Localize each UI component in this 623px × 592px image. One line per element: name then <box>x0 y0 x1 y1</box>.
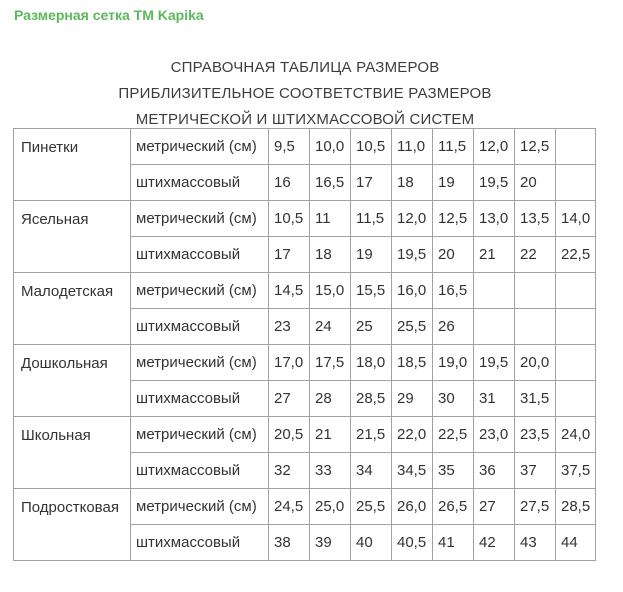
size-value-cell: 25,5 <box>351 489 392 525</box>
size-value-cell: 26 <box>433 309 474 345</box>
title-line-2: ПРИБЛИЗИТЕЛЬНОЕ СООТВЕТСТВИЕ РАЗМЕРОВ <box>118 85 492 102</box>
size-value-cell: 22,5 <box>433 417 474 453</box>
size-value-cell: 22 <box>515 237 556 273</box>
size-value-cell: 11,5 <box>351 201 392 237</box>
size-table-body <box>14 129 596 561</box>
table-row <box>14 345 596 381</box>
size-value-cell: 9,5 <box>269 129 310 165</box>
size-value-cell: 31,5 <box>515 381 556 417</box>
size-value-cell: 27 <box>269 381 310 417</box>
title-line-3: МЕТРИЧЕСКОЙ И ШТИХМАССОВОЙ СИСТЕМ <box>135 111 475 128</box>
size-value-cell <box>556 165 596 201</box>
size-value-cell: 35 <box>433 453 474 489</box>
size-value-cell: 17 <box>269 237 310 273</box>
size-value-cell: 30 <box>433 381 474 417</box>
size-value-cell: 19,0 <box>433 345 474 381</box>
size-system-cell: метрический (см) <box>131 489 269 525</box>
size-value-cell: 28,5 <box>556 489 596 525</box>
table-row <box>14 201 596 237</box>
title-line-1: СПРАВОЧНАЯ ТАБЛИЦА РАЗМЕРОВ <box>170 59 440 76</box>
size-value-cell: 12,5 <box>433 201 474 237</box>
size-value-cell: 17,5 <box>310 345 351 381</box>
size-value-cell: 10,5 <box>351 129 392 165</box>
size-value-cell: 20,5 <box>269 417 310 453</box>
size-value-cell: 36 <box>474 453 515 489</box>
size-value-cell: 15,0 <box>310 273 351 309</box>
size-value-cell: 20,0 <box>515 345 556 381</box>
size-value-cell: 31 <box>474 381 515 417</box>
size-system-cell: штихмассовый <box>131 453 269 489</box>
size-value-cell: 44 <box>556 525 596 561</box>
size-value-cell: 29 <box>392 381 433 417</box>
size-system-cell: метрический (см) <box>131 129 269 165</box>
size-value-cell: 12,0 <box>474 129 515 165</box>
size-value-cell: 22,0 <box>392 417 433 453</box>
size-system-cell: метрический (см) <box>131 417 269 453</box>
size-system-cell: метрический (см) <box>131 273 269 309</box>
size-system-cell: штихмассовый <box>131 381 269 417</box>
size-value-cell: 20 <box>515 165 556 201</box>
size-value-cell: 12,0 <box>392 201 433 237</box>
size-value-cell: 21 <box>474 237 515 273</box>
size-value-cell: 11,5 <box>433 129 474 165</box>
size-value-cell: 28,5 <box>351 381 392 417</box>
size-value-cell: 34,5 <box>392 453 433 489</box>
table-title <box>0 55 610 133</box>
size-value-cell: 43 <box>515 525 556 561</box>
table-row <box>14 417 596 453</box>
table-row <box>14 489 596 525</box>
size-value-cell: 27,5 <box>515 489 556 525</box>
size-value-cell: 15,5 <box>351 273 392 309</box>
age-group-cell: Подростковая <box>14 489 131 561</box>
size-value-cell: 17 <box>351 165 392 201</box>
size-value-cell: 24,5 <box>269 489 310 525</box>
size-value-cell: 13,0 <box>474 201 515 237</box>
size-value-cell: 19 <box>351 237 392 273</box>
size-value-cell: 13,5 <box>515 201 556 237</box>
size-value-cell <box>474 309 515 345</box>
size-value-cell: 16 <box>269 165 310 201</box>
size-value-cell <box>515 273 556 309</box>
size-value-cell: 23,0 <box>474 417 515 453</box>
size-value-cell: 14,5 <box>269 273 310 309</box>
size-value-cell: 41 <box>433 525 474 561</box>
size-value-cell: 16,5 <box>433 273 474 309</box>
size-system-cell: метрический (см) <box>131 201 269 237</box>
size-value-cell: 18,0 <box>351 345 392 381</box>
size-value-cell: 19,5 <box>474 165 515 201</box>
size-value-cell: 21,5 <box>351 417 392 453</box>
size-value-cell <box>474 273 515 309</box>
age-group-cell: Пинетки <box>14 129 131 201</box>
size-value-cell: 23 <box>269 309 310 345</box>
size-value-cell: 33 <box>310 453 351 489</box>
size-value-cell <box>556 273 596 309</box>
size-value-cell <box>556 309 596 345</box>
size-system-cell: штихмассовый <box>131 309 269 345</box>
size-value-cell: 25 <box>351 309 392 345</box>
size-value-cell: 19,5 <box>392 237 433 273</box>
size-value-cell: 19 <box>433 165 474 201</box>
size-value-cell: 34 <box>351 453 392 489</box>
size-value-cell: 16,0 <box>392 273 433 309</box>
size-value-cell: 40 <box>351 525 392 561</box>
size-value-cell: 10,0 <box>310 129 351 165</box>
size-value-cell: 22,5 <box>556 237 596 273</box>
size-value-cell: 25,0 <box>310 489 351 525</box>
size-value-cell: 32 <box>269 453 310 489</box>
size-value-cell <box>556 381 596 417</box>
age-group-cell: Дошкольная <box>14 345 131 417</box>
size-system-cell: штихмассовый <box>131 525 269 561</box>
table-row <box>14 129 596 165</box>
size-system-cell: штихмассовый <box>131 165 269 201</box>
page-heading: Размерная сетка ТМ Kapika <box>14 7 204 23</box>
size-value-cell: 38 <box>269 525 310 561</box>
size-value-cell: 11 <box>310 201 351 237</box>
size-value-cell: 18 <box>310 237 351 273</box>
age-group-cell: Ясельная <box>14 201 131 273</box>
size-value-cell: 11,0 <box>392 129 433 165</box>
size-value-cell <box>556 129 596 165</box>
size-value-cell: 42 <box>474 525 515 561</box>
age-group-cell: Малодетская <box>14 273 131 345</box>
size-value-cell: 25,5 <box>392 309 433 345</box>
size-value-cell: 14,0 <box>556 201 596 237</box>
size-value-cell: 24 <box>310 309 351 345</box>
size-value-cell: 26,0 <box>392 489 433 525</box>
size-value-cell: 16,5 <box>310 165 351 201</box>
size-system-cell: метрический (см) <box>131 345 269 381</box>
size-value-cell: 18 <box>392 165 433 201</box>
size-value-cell: 24,0 <box>556 417 596 453</box>
size-value-cell: 20 <box>433 237 474 273</box>
size-value-cell: 17,0 <box>269 345 310 381</box>
size-value-cell <box>515 309 556 345</box>
size-value-cell: 23,5 <box>515 417 556 453</box>
size-value-cell: 18,5 <box>392 345 433 381</box>
size-table <box>13 128 596 561</box>
size-value-cell: 26,5 <box>433 489 474 525</box>
size-value-cell: 28 <box>310 381 351 417</box>
age-group-cell: Школьная <box>14 417 131 489</box>
size-value-cell: 21 <box>310 417 351 453</box>
size-value-cell: 37,5 <box>556 453 596 489</box>
size-value-cell <box>556 345 596 381</box>
size-value-cell: 40,5 <box>392 525 433 561</box>
table-row <box>14 273 596 309</box>
size-value-cell: 39 <box>310 525 351 561</box>
size-value-cell: 27 <box>474 489 515 525</box>
size-value-cell: 37 <box>515 453 556 489</box>
size-value-cell: 10,5 <box>269 201 310 237</box>
size-value-cell: 19,5 <box>474 345 515 381</box>
size-value-cell: 12,5 <box>515 129 556 165</box>
size-system-cell: штихмассовый <box>131 237 269 273</box>
